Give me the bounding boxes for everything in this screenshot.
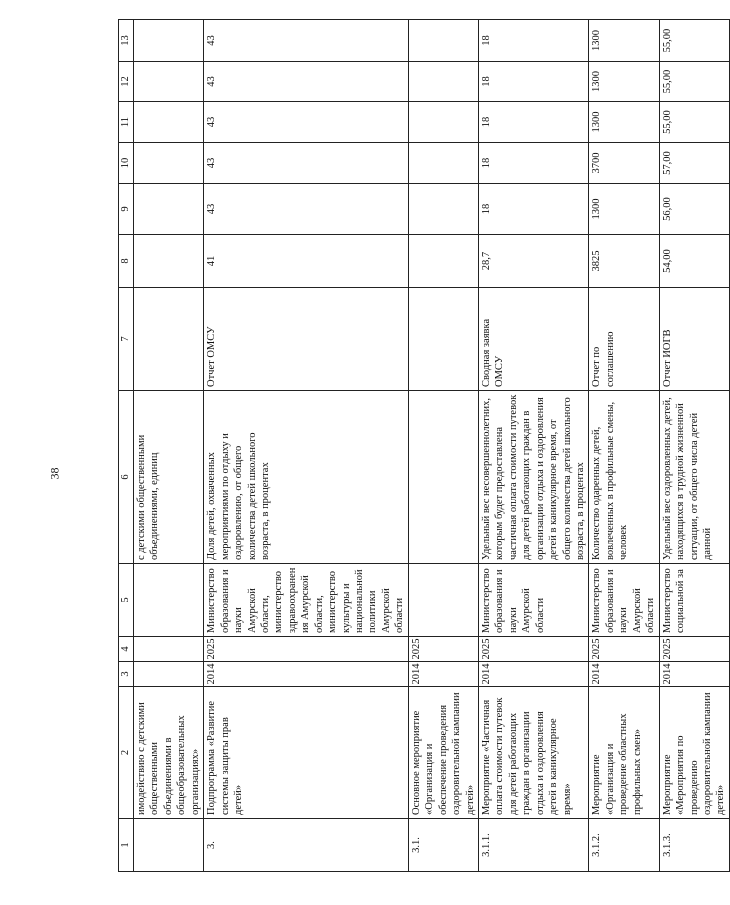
value-cell: 43: [204, 62, 409, 102]
value-cell: [134, 102, 204, 143]
value-cell: [408, 20, 478, 62]
source-cell: Отчет по соглашению: [589, 288, 659, 391]
source-cell: Отчет ИОГВ: [659, 288, 729, 391]
indicator-cell: Удельный вес оздоровленных детей, находящихся в трудной жизненной ситуации, от общего числа детей данной: [659, 391, 729, 564]
value-cell: 1300: [589, 62, 659, 102]
executor-cell: Министерство образования и науки Амурской области: [478, 564, 589, 637]
end-year-cell: 2025: [478, 637, 589, 662]
measure-name-cell: Основное мероприятие «Организация и обеспечение проведения оздоровительной кампании детей»: [408, 687, 478, 819]
start-year-cell: 2014: [478, 662, 589, 687]
value-cell: 1300: [589, 20, 659, 62]
value-cell: [408, 102, 478, 143]
end-year-cell: [134, 637, 204, 662]
end-year-cell: 2025: [589, 637, 659, 662]
source-cell: [408, 288, 478, 391]
value-cell: 43: [204, 102, 409, 143]
executor-cell: Министерство образования и науки Амурской области: [589, 564, 659, 637]
row-number-cell: 3.1.2.: [589, 819, 659, 872]
value-cell: 55,00: [659, 102, 729, 143]
value-cell: 43: [204, 143, 409, 184]
start-year-cell: 2014: [204, 662, 409, 687]
value-cell: 54,00: [659, 235, 729, 288]
value-cell: [408, 184, 478, 235]
value-cell: [408, 235, 478, 288]
indicator-cell: с детскими общественными объединениями, единиц: [134, 391, 204, 564]
value-cell: [134, 184, 204, 235]
row-number-cell: 3.1.: [408, 819, 478, 872]
program-indicators-table: [118, 19, 730, 872]
value-cell: 1300: [589, 102, 659, 143]
column-header: 6: [119, 391, 134, 564]
source-cell: Отчет ОМСУ: [204, 288, 409, 391]
executor-cell: Министерство образования и науки Амурской области, министерство здравоохранения Амурской области, министерство культуры и национальной политики Амурской области: [204, 564, 409, 637]
start-year-cell: 2014: [408, 662, 478, 687]
value-cell: 43: [204, 184, 409, 235]
source-cell: Сводная заявка ОМСУ: [478, 288, 589, 391]
column-header: 12: [119, 62, 134, 102]
indicator-cell: Удельный вес несовершеннолетних, которым будет предоставлена частичная оплата стоимости путевок для детей работающих граждан в организации отдыха и оздоровления детей в каникулярное время, от общего количества детей школьного возраста, в процентах: [478, 391, 589, 564]
value-cell: [408, 62, 478, 102]
measure-name-cell: имодействию с детскими общественными объединениями в общеобразовательных организациях»: [134, 687, 204, 819]
start-year-cell: [134, 662, 204, 687]
table-row: [478, 20, 589, 872]
landscape-table-container: [118, 20, 727, 872]
column-header: 3: [119, 662, 134, 687]
value-cell: 56,00: [659, 184, 729, 235]
measure-name-cell: Подпрограмма «Развитие системы защиты прав детей»: [204, 687, 409, 819]
table-row: [408, 20, 478, 872]
value-cell: 55,00: [659, 62, 729, 102]
value-cell: 28,7: [478, 235, 589, 288]
start-year-cell: 2014: [659, 662, 729, 687]
indicator-cell: Количество одаренных детей, вовлеченных в профильные смены, человек: [589, 391, 659, 564]
executor-cell: [134, 564, 204, 637]
page-number: 38: [47, 467, 62, 480]
column-header: 9: [119, 184, 134, 235]
start-year-cell: 2014: [589, 662, 659, 687]
value-cell: 3825: [589, 235, 659, 288]
table-row: [659, 20, 729, 872]
value-cell: [134, 143, 204, 184]
value-cell: 55,00: [659, 20, 729, 62]
measure-name-cell: Мероприятие «Мероприятия по проведению оздоровительной кампании детей»: [659, 687, 729, 819]
table-row: [134, 20, 204, 872]
value-cell: 43: [204, 20, 409, 62]
value-cell: [134, 62, 204, 102]
row-number-cell: 3.1.3.: [659, 819, 729, 872]
value-cell: [134, 235, 204, 288]
row-number-cell: 3.1.1.: [478, 819, 589, 872]
end-year-cell: 2025: [204, 637, 409, 662]
end-year-cell: 2025: [408, 637, 478, 662]
row-number-cell: [134, 819, 204, 872]
source-cell: [134, 288, 204, 391]
value-cell: 18: [478, 102, 589, 143]
row-number-cell: 3.: [204, 819, 409, 872]
value-cell: 57,00: [659, 143, 729, 184]
value-cell: 41: [204, 235, 409, 288]
table-row: [204, 20, 409, 872]
value-cell: 1300: [589, 184, 659, 235]
column-header: 10: [119, 143, 134, 184]
column-header: 8: [119, 235, 134, 288]
column-header: 5: [119, 564, 134, 637]
measure-name-cell: Мероприятие «Организация и проведение областных профильных смен»: [589, 687, 659, 819]
column-header: 1: [119, 819, 134, 872]
value-cell: [408, 143, 478, 184]
executor-cell: [408, 564, 478, 637]
table-row: [589, 20, 659, 872]
column-header: 13: [119, 20, 134, 62]
end-year-cell: 2025: [659, 637, 729, 662]
value-cell: 18: [478, 184, 589, 235]
column-number-header: [119, 20, 134, 872]
measure-name-cell: Мероприятие «Частичная оплата стоимости путевок для детей работающих граждан в организации отдыха и оздоровления детей в каникулярное время»: [478, 687, 589, 819]
value-cell: [134, 20, 204, 62]
value-cell: 18: [478, 20, 589, 62]
value-cell: 18: [478, 143, 589, 184]
value-cell: 3700: [589, 143, 659, 184]
column-header: 11: [119, 102, 134, 143]
indicator-cell: Доля детей, охваченных мероприятиями по отдыху и оздоровлению, от общего количества детей школьного возраста, в процентах: [204, 391, 409, 564]
column-header: 2: [119, 687, 134, 819]
column-header: 4: [119, 637, 134, 662]
executor-cell: Министерство социальной за: [659, 564, 729, 637]
column-header: 7: [119, 288, 134, 391]
indicator-cell: [408, 391, 478, 564]
value-cell: 18: [478, 62, 589, 102]
